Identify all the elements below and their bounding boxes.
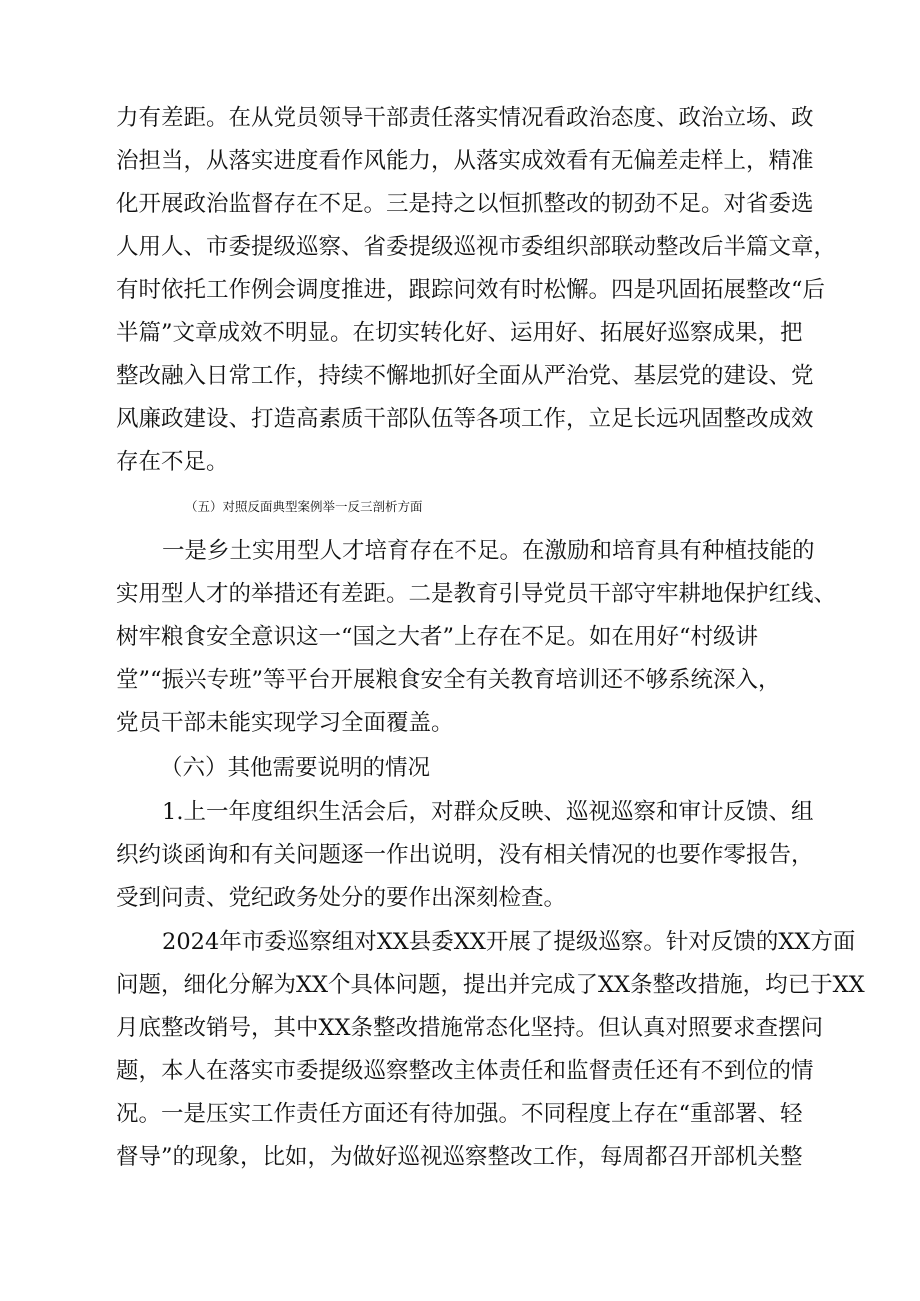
text-line: 况。一是压实工作责任方面还有待加强。不同程度上存在“重部署、轻 xyxy=(116,1101,803,1127)
paragraph-first-line: 2024年市委巡察组对XX县委XX开展了提级巡察。针对反馈的XX方面 xyxy=(162,929,856,955)
text-line: 题，本人在落实市委提级巡察整改主体责任和监督责任还有不到位的情 xyxy=(116,1058,814,1084)
text-line: 存在不足。 xyxy=(116,449,229,475)
text-line: 织约谈函询和有关问题逐一作出说明，没有相关情况的也要作零报告， xyxy=(116,842,814,868)
paragraph-first-line: 一是乡土实用型人才培育存在不足。在激励和培育具有种植技能的 xyxy=(162,538,815,564)
text-line: 力有差距。在从党员领导干部责任落实情况看政治态度、政治立场、政 xyxy=(116,105,814,131)
section-heading-6: （六）其他需要说明的情况 xyxy=(160,755,431,781)
text-line: 问题，细化分解为XX个具体问题，提出并完成了XX条整改措施，均已于XX xyxy=(116,972,865,998)
text-line: 化开展政治监督存在不足。三是持之以恒抓整改的韧劲不足。对省委选 xyxy=(116,191,814,217)
text-line: 堂”“振兴专班”等平台开展粮食安全有关教育培训还不够系统深入， xyxy=(116,667,781,693)
text-line: 月底整改销号，其中XX条整改措施常态化坚持。但认真对照要求查摆问 xyxy=(116,1015,824,1041)
paragraph-first-line: 1.上一年度组织生活会后，对群众反映、巡视巡察和审计反馈、组 xyxy=(162,799,814,825)
text-line: 有时依托工作例会调度推进，跟踪问效有时松懈。四是巩固拓展整改“后 xyxy=(116,277,826,303)
text-line: 人用人、市委提级巡察、省委提级巡视市委组织部联动整改后半篇文章， xyxy=(116,234,837,260)
text-line: 风廉政建设、打造高素质干部队伍等各项工作，立足长远巩固整改成效 xyxy=(116,406,814,432)
text-line: 受到问责、党纪政务处分的要作出深刻检查。 xyxy=(116,885,567,911)
text-line: 实用型人才的举措还有差距。二是教育引导党员干部守牢耕地保护红线、 xyxy=(116,581,837,607)
text-line: 树牢粮食安全意识这一“国之大者”上存在不足。如在用好“村级讲 xyxy=(116,624,759,650)
text-line: 治担当，从落实进度看作风能力，从落实成效看有无偏差走样上，精准 xyxy=(116,148,814,174)
section-heading-5: （五）对照反面典型案例举一反三剖析方面 xyxy=(185,499,423,514)
text-line: 督导”的现象，比如，为做好巡视巡察整改工作，每周都召开部机关整 xyxy=(116,1144,803,1170)
text-line: 党员干部未能实现学习全面覆盖。 xyxy=(116,710,454,736)
text-line: 整改融入日常工作，持续不懈地抓好全面从严治党、基层党的建设、党 xyxy=(116,363,814,389)
text-line: 半篇”文章成效不明显。在切实转化好、运用好、拓展好巡察成果，把 xyxy=(116,320,803,346)
